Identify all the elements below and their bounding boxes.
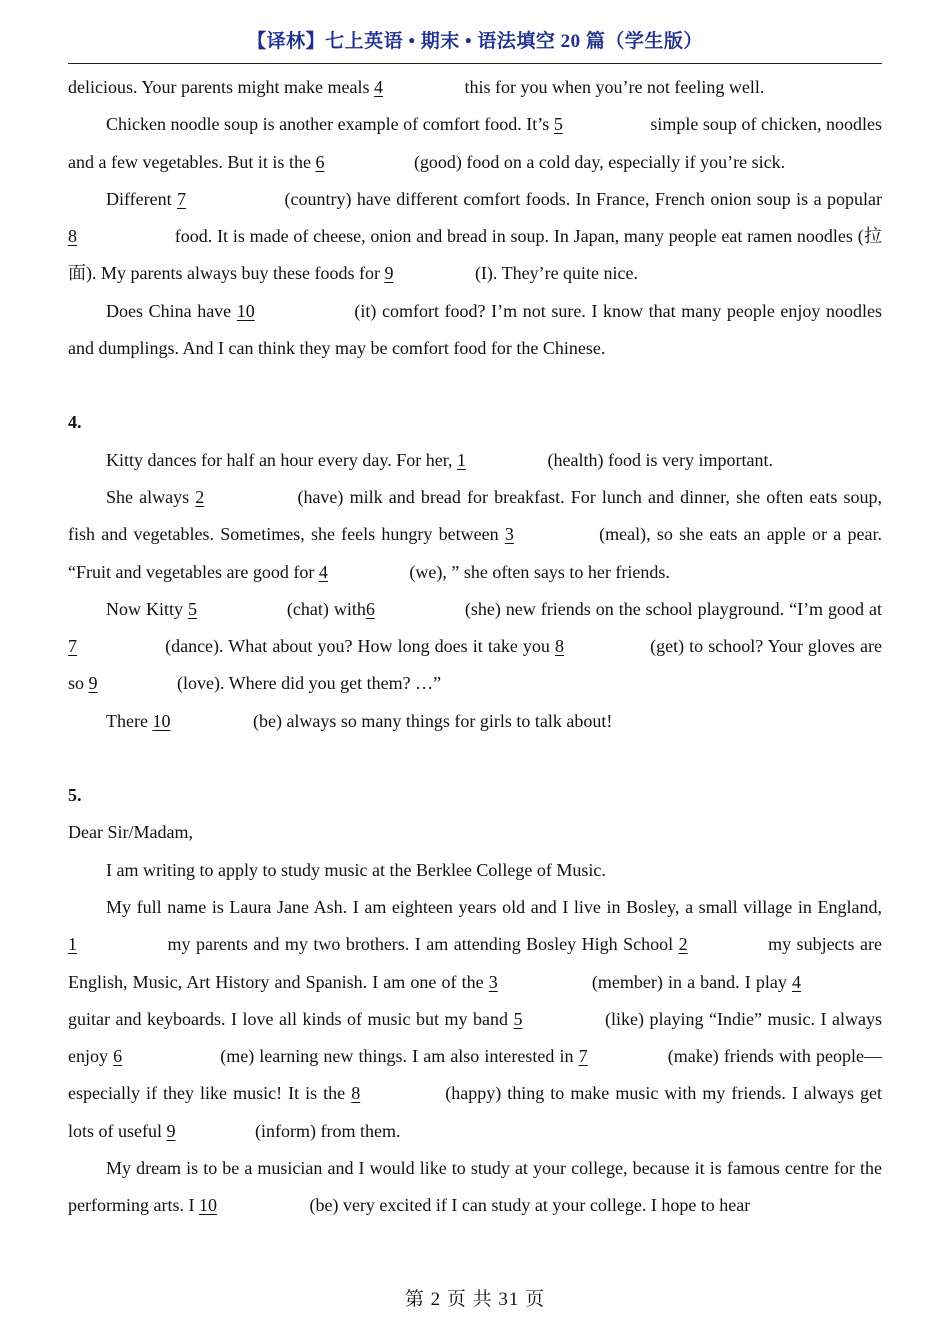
blank-6[interactable]: 6	[113, 1046, 123, 1067]
text-run: There	[106, 710, 153, 731]
passage3-paragraph-3	[68, 293, 882, 368]
page-header-title: 【译林】七上英语 • 期末 • 语法填空 20 篇（学生版）	[247, 31, 703, 52]
text-run: (me) learning new things. I am also interested in	[215, 1046, 579, 1067]
blank-10[interactable]: 10	[152, 710, 171, 731]
text-run: (I). They’re quite nice.	[470, 263, 639, 284]
text-run: (be) always so many things for girls to talk about!	[248, 710, 613, 731]
header-divider	[68, 63, 882, 64]
blank-9[interactable]: 9	[166, 1120, 176, 1141]
text-run: guitar and keyboards. I love all kinds of music but my band	[68, 1008, 514, 1029]
passage5-paragraph-2	[68, 1150, 882, 1225]
text-run: this for you when you’re not feeling well.	[459, 77, 765, 97]
passage5-paragraph-1	[68, 889, 882, 1150]
passage3-paragraph-2	[68, 181, 882, 293]
blank-4[interactable]: 4	[792, 971, 801, 992]
blank-8[interactable]: 8	[68, 226, 77, 247]
passage4-paragraph-0	[68, 442, 882, 479]
blank-9[interactable]: 9	[384, 263, 394, 284]
text-run: (inform) from them.	[250, 1120, 401, 1141]
text-run: (chat) with	[281, 598, 366, 619]
section-gap	[68, 367, 882, 404]
text-run: Different	[106, 188, 178, 209]
letter-salutation: Dear Sir/Madam,	[68, 822, 193, 843]
blank-7[interactable]: 7	[177, 188, 187, 209]
text-run: My dream is to be a musician and I would like to study at your college, because it is famous centre for the performing arts. I	[68, 1158, 882, 1216]
blank-8[interactable]: 8	[555, 636, 565, 657]
blank-7[interactable]: 7	[68, 636, 77, 657]
blank-2[interactable]: 2	[195, 486, 205, 507]
blank-1[interactable]: 1	[68, 934, 77, 955]
blank-7[interactable]: 7	[578, 1046, 588, 1067]
text-run: Kitty dances for half an hour every day. For her,	[106, 449, 457, 470]
text-run: (good) food on a cold day, especially if you’re sick.	[409, 151, 786, 172]
blank-6[interactable]: 6	[315, 151, 325, 172]
text-run: She always	[106, 486, 196, 507]
text-run: My full name is Laura Jane Ash. I am eighteen years old and I live in Bosley, a small village in England,	[106, 896, 882, 917]
document-body	[68, 69, 882, 1225]
text-run: I am writing to apply to study music at the Berklee College of Music.	[106, 859, 606, 880]
text-run: simple soup of chicken, noodles and a few vegetables. But it is the	[68, 114, 882, 172]
passage4-paragraph-3	[68, 703, 882, 740]
blank-3[interactable]: 3	[504, 524, 514, 545]
passage3-paragraph-0	[68, 69, 882, 106]
question-number-4: 4.	[68, 412, 82, 433]
page-number-footer: 第 2 页 共 31 页	[404, 1289, 546, 1310]
text-run: (health) food is very important.	[543, 449, 773, 470]
section-gap	[68, 740, 882, 777]
blank-5[interactable]: 5	[513, 1008, 523, 1029]
text-run: (make) friends with people—especially if they like music! It is the	[68, 1046, 882, 1104]
text-run: (love). Where did you get them? …”	[172, 673, 442, 694]
text-run: my parents and my two brothers. I am attending Bosley High School	[162, 934, 679, 955]
blank-2[interactable]: 2	[678, 934, 688, 955]
passage4-paragraph-2	[68, 591, 882, 703]
blank-9[interactable]: 9	[88, 673, 98, 694]
blank-5[interactable]: 5	[187, 598, 197, 619]
blank-8[interactable]: 8	[351, 1083, 361, 1104]
text-run: (member) in a band. I play	[586, 971, 792, 992]
text-run: (country) have different comfort foods. In France, French onion soup is a popular	[279, 188, 882, 209]
text-run: (she) new friends on the school playground. “I’m good at	[459, 598, 882, 619]
blank-5[interactable]: 5	[553, 114, 563, 135]
blank-6[interactable]: 6	[365, 598, 375, 619]
text-run: delicious. Your parents might make meals	[68, 77, 374, 97]
passage5-paragraph-0	[68, 852, 882, 889]
blank-3[interactable]: 3	[488, 971, 498, 992]
text-run: Now Kitty	[106, 598, 188, 619]
blank-10[interactable]: 10	[198, 1195, 217, 1216]
text-run: (meal), so she eats an apple or a pear. “Fruit and vegetables are good for	[68, 524, 882, 582]
text-run: (like) playing “Indie” music. I always enjoy	[68, 1008, 882, 1067]
text-run: food. It is made of cheese, onion and bread in soup. In Japan, many people eat ramen noodles (拉面). My parents always buy these foods for	[68, 226, 882, 284]
text-run: (it) comfort food? I’m not sure. I know that many people enjoy noodles and dumplings. And I can think they may be comfort food for the Chinese.	[68, 300, 882, 359]
blank-4[interactable]: 4	[373, 77, 383, 97]
text-run: (have) milk and bread for breakfast. For lunch and dinner, she often eats soup, fish and vegetables. Sometimes, she feels hungry between	[68, 486, 882, 545]
text-run: (we), ” she often says to her friends.	[404, 561, 670, 582]
blank-1[interactable]: 1	[457, 449, 466, 470]
text-run: (dance). What about you? How long does it take you	[160, 636, 556, 657]
text-run: (be) very excited if I can study at your college. I hope to hear	[304, 1195, 751, 1216]
blank-4[interactable]: 4	[318, 561, 328, 582]
text-run: my subjects are English, Music, Art History and Spanish. I am one of the	[68, 934, 882, 992]
text-run: Does China have	[106, 300, 237, 321]
passage3-paragraph-1	[68, 106, 882, 181]
question-number-5: 5.	[68, 785, 82, 806]
text-run: (happy) thing to make music with my friends. I always get lots of useful	[68, 1083, 882, 1141]
text-run: Chicken noodle soup is another example of comfort food. It’s	[106, 114, 554, 135]
text-run: (get) to school? Your gloves are so	[68, 636, 882, 694]
passage4-paragraph-1	[68, 479, 882, 591]
blank-10[interactable]: 10	[236, 300, 255, 321]
